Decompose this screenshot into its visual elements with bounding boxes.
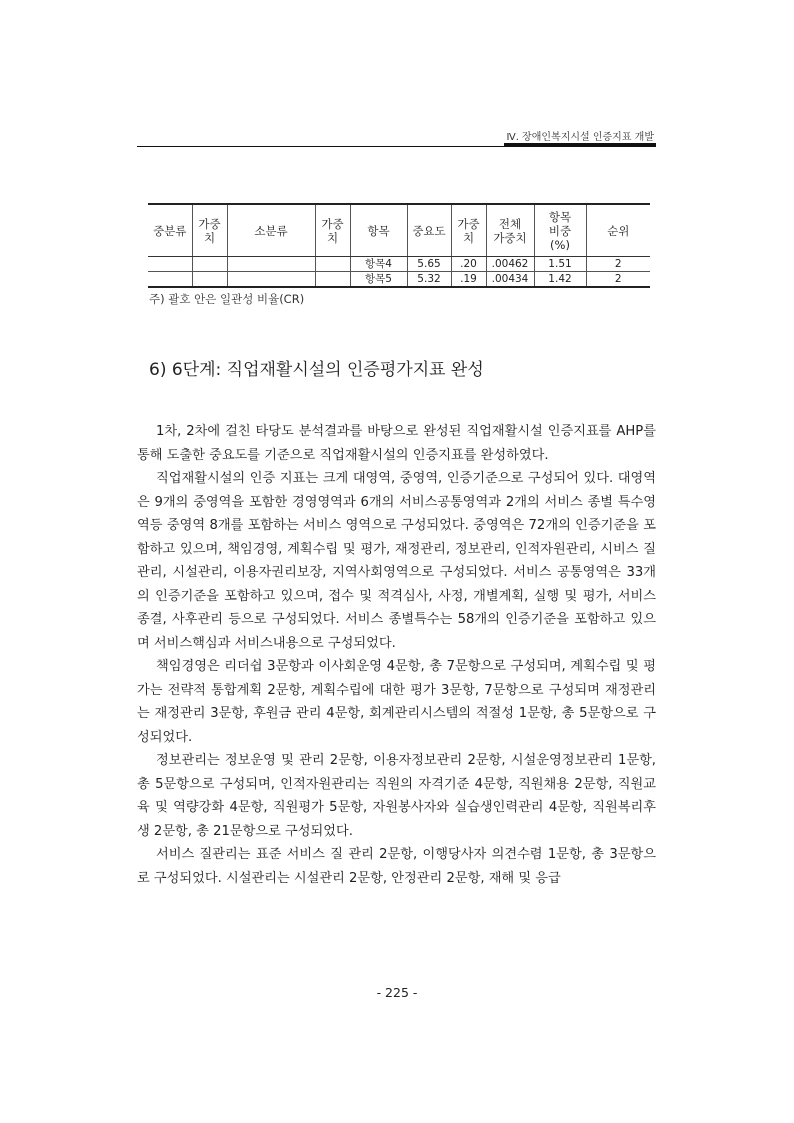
table-cell bbox=[192, 272, 227, 288]
table-cell: 항목5 bbox=[350, 272, 407, 288]
table-header-row bbox=[148, 204, 650, 257]
table-header-cell: 중요도 bbox=[407, 204, 451, 257]
table-cell: .00462 bbox=[486, 257, 534, 272]
table-header-cell: 가중 치 bbox=[192, 204, 227, 257]
table-cell: 2 bbox=[586, 257, 650, 272]
table-header-cell: 중분류 bbox=[148, 204, 192, 257]
table-header-cell: 항목 비중 (%) bbox=[534, 204, 586, 257]
paragraph: 서비스 질관리는 표준 서비스 질 관리 2문항, 이행당사자 의견수렴 1문항, 총 3문항으로 구성되었다. 시설관리는 시설관리 2문항, 안정관리 2문항, 재해 및 응급 bbox=[137, 847, 656, 886]
paragraph: 정보관리는 정보운영 및 관리 2문항, 이용자정보관리 2문항, 시설운영정보관리 1문항, 총 5문항으로 구성되며, 인적자원관리는 직원의 자격기준 4문항, 직원채용 2문항, 직원교육 및 역량강화 4문항, 직원평가 5문항, 자원봉사자와 실습생인력관리 4문항, 직원복리후생 2문항, 총 21문항으로 구성되었다. bbox=[137, 753, 656, 839]
section-heading: 6) 6단계: 직업재활시설의 인증평가지표 완성 bbox=[149, 360, 484, 380]
paragraph: 책임경영은 리더쉽 3문항과 이사회운영 4문항, 총 7문항으로 구성되며, 계획수립 및 평가는 전략적 통합계획 2문항, 계획수립에 대한 평가 3문항, 7문항으로 구성되며 재정관리는 재정관리 3문항, 후원금 관리 4문항, 회계관리시스템의 적절성 1문항, 총 5문항으로 구성되었다. bbox=[137, 659, 656, 745]
table-header-cell: 가중 치 bbox=[315, 204, 350, 257]
paragraph: 직업재활시설의 인증 지표는 크게 대영역, 중영역, 인증기준으로 구성되어 있다. 대영역은 9개의 중영역을 포함한 경영영역과 6개의 서비스공통영역과 2개의 서비스 종별 특수영역등 중영역 8개를 포함하는 서비스 영역으로 구성되었다. 중영역은 72개의 인증기준을 포함하고 있으며, 책임경영, 계획수립 및 평가, 재정관리, 정보관리, 인적자원관리, 시비스 질 관리, 시설관리, 이용자권리보장, 지역사회영역으로 구성되었다. 서비스 공통영역은 33개의 인증기준을 포함하고 있으며, 접수 및 적격심사, 사정, 개별계획, 실행 및 평가, 서비스 종결, 사후관리 등으로 구성되었다. 서비스 종별특수는 58개의 인증기준을 포함하고 있으며 서비스핵심과 서비스내용으로 구성되었다. bbox=[137, 471, 656, 651]
running-header: Ⅳ. 장애인복지시설 인증지표 개발 bbox=[506, 132, 654, 143]
table-cell: 1.51 bbox=[534, 257, 586, 272]
table-row bbox=[148, 257, 650, 272]
weights-table bbox=[148, 203, 650, 288]
table-cell bbox=[148, 272, 192, 288]
table-cell bbox=[315, 272, 350, 288]
table-cell bbox=[148, 257, 192, 272]
table-cell: .19 bbox=[451, 272, 486, 288]
table-header-cell: 소분류 bbox=[227, 204, 315, 257]
table-cell: .20 bbox=[451, 257, 486, 272]
table-cell bbox=[315, 257, 350, 272]
table-header-cell: 가중 치 bbox=[451, 204, 486, 257]
table-cell: 1.42 bbox=[534, 272, 586, 288]
table-cell: 항목4 bbox=[350, 257, 407, 272]
table-cell bbox=[227, 272, 315, 288]
body-text bbox=[137, 420, 656, 890]
table-header-cell: 항목 bbox=[350, 204, 407, 257]
table-cell bbox=[192, 257, 227, 272]
table-cell: .00434 bbox=[486, 272, 534, 288]
table-cell: 2 bbox=[586, 272, 650, 288]
table-row bbox=[148, 272, 650, 288]
table-header-cell: 전체 가중치 bbox=[486, 204, 534, 257]
header-rule-thin bbox=[137, 146, 656, 147]
table-cell: 5.65 bbox=[407, 257, 451, 272]
table-header-cell: 순위 bbox=[586, 204, 650, 257]
page-number: - 225 - bbox=[376, 985, 418, 1000]
paragraph: 1차, 2차에 걸친 타당도 분석결과를 바탕으로 완성된 직업재활시설 인증지표를 AHP를 통해 도출한 중요도를 기준으로 직업재활시설의 인증지표를 완성하였다. bbox=[137, 424, 656, 463]
table-note: 주) 괄호 안은 일관성 비율(CR) bbox=[149, 292, 305, 306]
table-cell bbox=[227, 257, 315, 272]
table-cell: 5.32 bbox=[407, 272, 451, 288]
